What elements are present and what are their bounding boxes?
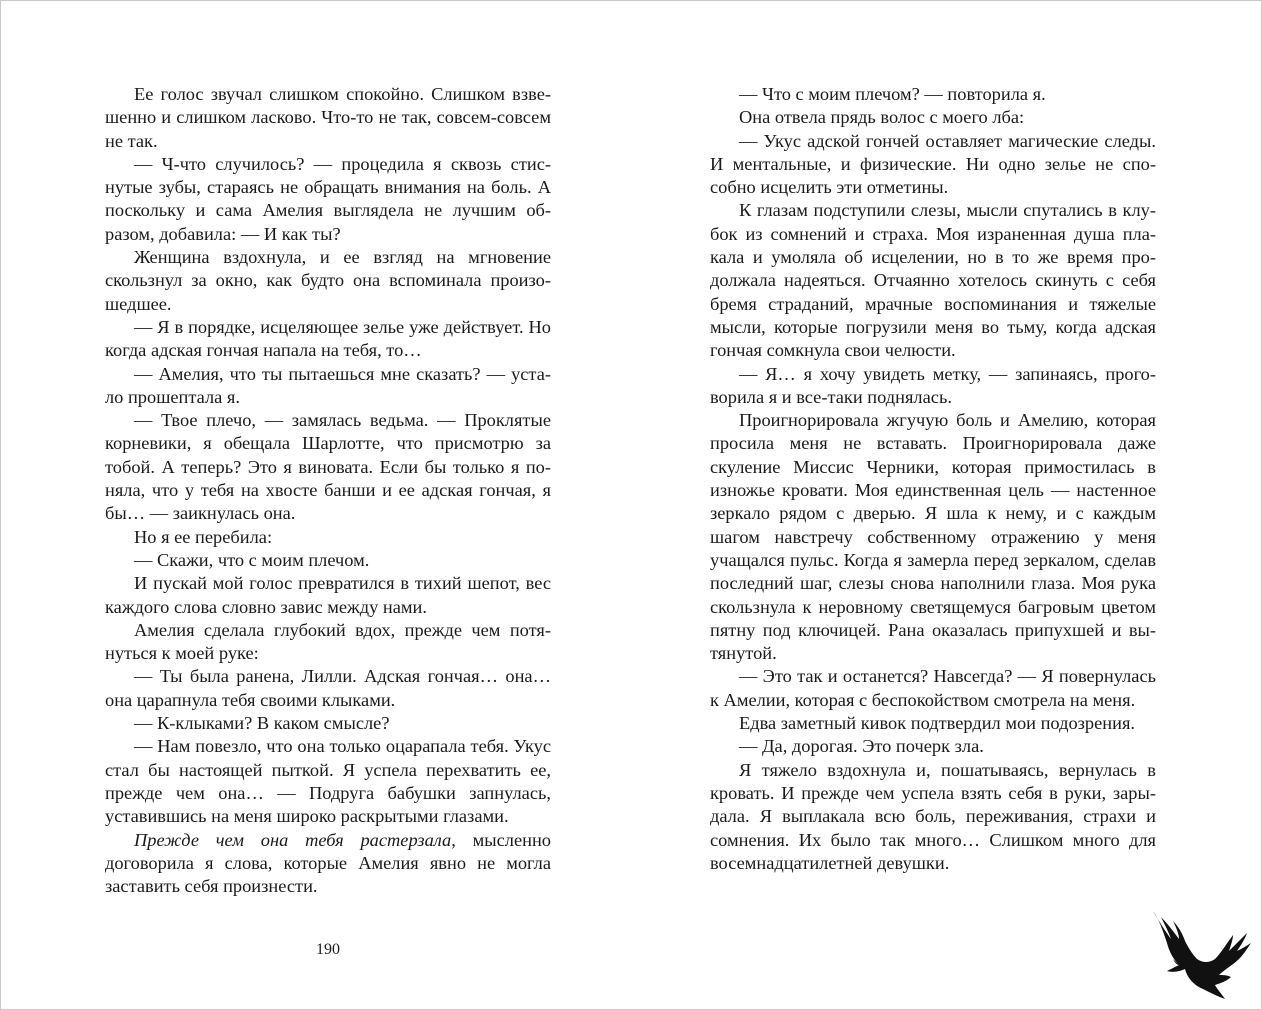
- paragraph: — Ты была ранена, Лилли. Адская гончая… она… она царапнула тебя своими клыками.: [105, 666, 551, 710]
- paragraph: Едва заметный кивок подтвердил мои подозрения.: [739, 713, 1136, 734]
- paragraph: Но я ее перебила:: [134, 526, 273, 547]
- paragraph: — Амелия, что ты пытаешься мне сказать? — устало прошептала я.: [105, 363, 551, 407]
- left-page: [105, 83, 551, 898]
- paragraph: Я тяжело вздохнула и, пошатываясь, вернулась в кровать. И прежде чем успела взять себя в руки, зарыдала. Я выплакала всю боль, переживания, страхи и сомнения. Их было так много… Слишком много для восемнадцатилетней девушки.: [710, 759, 1156, 873]
- paragraph-with-italic: [105, 829, 551, 899]
- paragraph: — Я… я хочу увидеть метку, — запинаясь, проговорила я и все-таки поднялась.: [710, 363, 1156, 407]
- paragraph: — Твое плечо, — замялась ведьма. — Проклятые корневики, я обещала Шарлотте, что присмотрю за тобой. А теперь? Это я виновата. Если бы только я поняла, что у тебя на хвосте банши и ее адская гончая, я бы… — заикнулась она.: [105, 410, 551, 524]
- page-number: 190: [316, 941, 340, 958]
- paragraph: — Да, дорогая. Это почерк зла.: [739, 736, 984, 757]
- raven-shape: [1153, 911, 1251, 999]
- paragraph: Женщина вздохнула, и ее взгляд на мгновение скользнул за окно, как будто она вспоминала произошедшее.: [105, 247, 551, 314]
- paragraph: — Нам повезло, что она только оцарапала тебя. Укус стал бы настоящей пыткой. Я успела перехватить ее, прежде чем она… — Подруга бабушки запнулась, уставившись на меня широко раскрытыми глазами.: [105, 736, 551, 827]
- paragraph: — Укус адской гончей оставляет магические следы. И ментальные, и физические. Ни одно зелье не способно исцелить эти отметины.: [710, 130, 1156, 198]
- paragraph: — Я в порядке, исцеляющее зелье уже действует. Но когда адская гончая напала на тебя, то…: [105, 316, 551, 361]
- paragraph: И пускай мой голос превратился в тихий шепот, вес каждого слова словно завис между нами.: [105, 573, 551, 617]
- paragraph: Амелия сделала глубокий вдох, прежде чем потянуться к моей руке:: [105, 619, 551, 664]
- paragraph: — К-клыками? В каком смысле?: [134, 713, 390, 734]
- paragraph-tail: , мысленно договорила я слова, которые Амелия явно не могла заставить себя произнести.: [105, 829, 551, 897]
- paragraph: Ее голос звучал слишком спокойно. Слишком взвешенно и слишком ласково. Что-то не так, совсем-совсем не так.: [105, 84, 551, 151]
- paragraph: — Это так и останется? Навсегда? — Я повернулась к Амелии, которая с беспокойством смотрела на меня.: [710, 666, 1156, 710]
- paragraph: К глазам подступили слезы, мысли спутались в клубок из сомнений и страха. Моя израненная душа плакала и умоляла об исцелении, но в то же время продолжала надеяться. Отчаянно хотелось скинуть с себя бремя страданий, мрачные воспоминания и тяжелые мысли, которые погрузили меня во тьму, когда адская гончая сомкнула свои челюсти.: [710, 200, 1156, 361]
- paragraph: Проигнорировала жгучую боль и Амелию, которая просила меня не вставать. Проигнорировала даже скуление Миссис Черники, которая примостилась в изножье кровати. Моя единственная цель — настенное зеркало рядом с дверью. Я шла к нему, и с каждым шагом навстречу собственному отражению у меня учащался пульс. Когда я замерла перед зеркалом, сделав последний шаг, слезы снова наполнили глаза. Моя рука скользнула к неровному светящемуся багровым цветом пятну под ключицей. Рана оказалась припухшей и вытянутой.: [710, 410, 1156, 664]
- paragraph: Она отвела прядь волос с моего лба:: [739, 107, 1025, 128]
- right-page: [710, 83, 1156, 875]
- paragraph: — Что с моим плечом? — повторила я.: [739, 84, 1046, 104]
- paragraph: — Ч-что случилось? — процедила я сквозь стиснутые зубы, стараясь не обращать внимания на боль. А поскольку и сама Амелия выглядела не лучшим образом, добавила: — И как ты?: [105, 153, 551, 244]
- paragraph: — Скажи, что с моим плечом.: [134, 549, 370, 570]
- raven-silhouette-icon: [1149, 909, 1253, 1001]
- italic-phrase: Прежде чем она тебя растерзала: [134, 829, 452, 850]
